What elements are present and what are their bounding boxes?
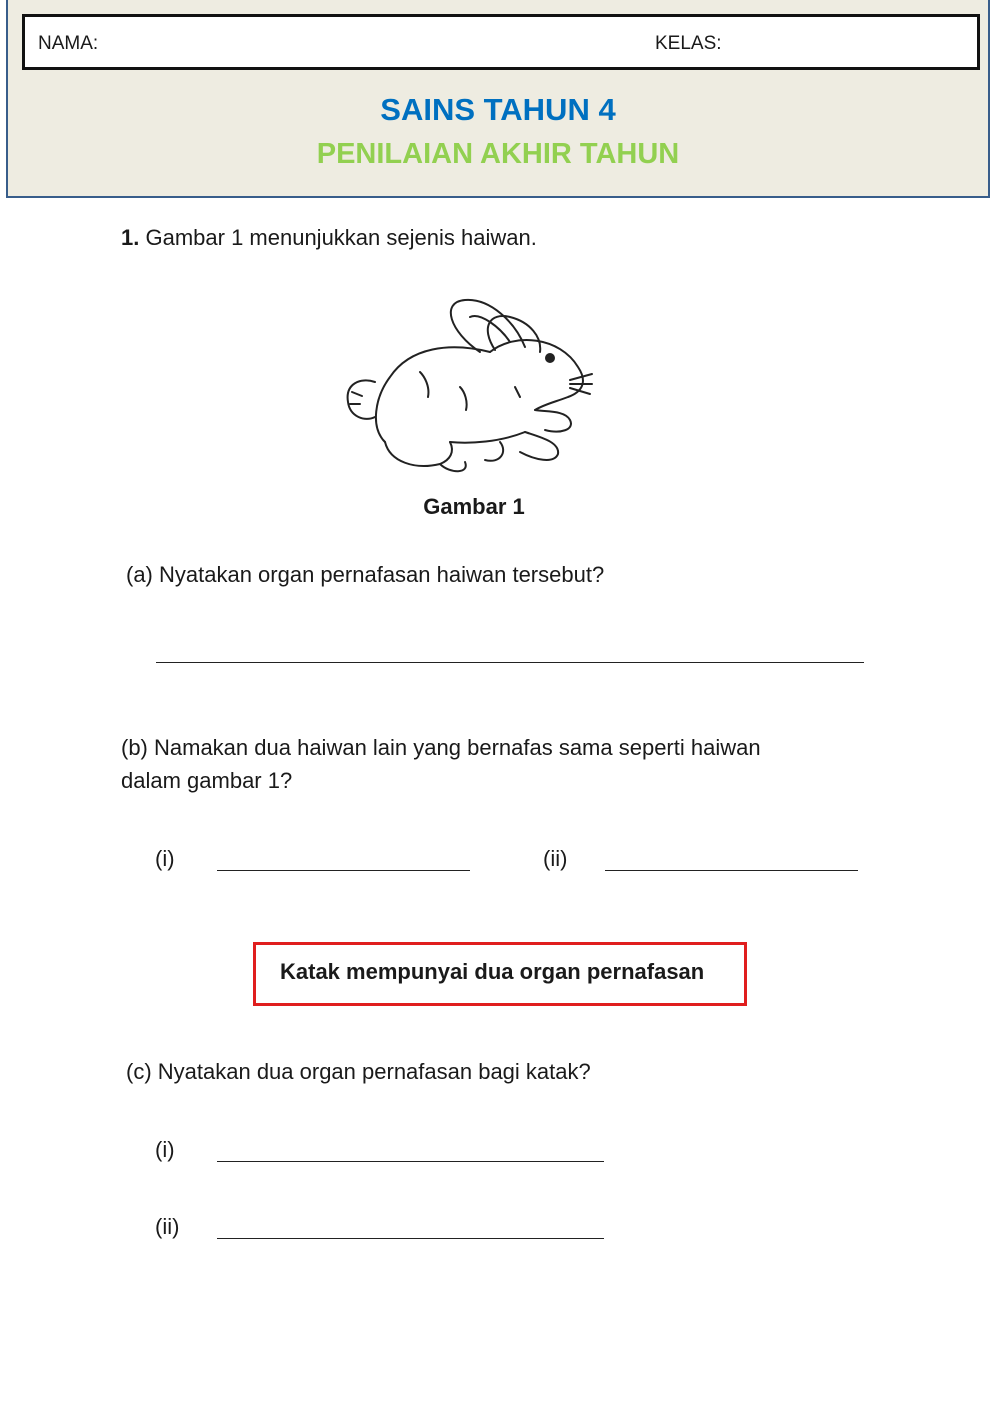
question-part-c: (c) Nyatakan dua organ pernafasan bagi katak? <box>126 1059 591 1084</box>
part-b-i-label: (i) <box>155 846 175 871</box>
figure-caption: Gambar 1 <box>423 494 525 519</box>
answer-line-a[interactable] <box>156 662 864 663</box>
answer-line-c-i[interactable] <box>217 1161 604 1162</box>
answer-line-b-i[interactable] <box>217 870 470 871</box>
nama-label: NAMA: <box>38 33 99 54</box>
question-part-b-line1: (b) Namakan dua haiwan lain yang bernafas sama seperti haiwan <box>121 735 761 760</box>
student-info-box <box>22 14 980 70</box>
worksheet-title: SAINS TAHUN 4 <box>380 92 616 127</box>
question-stem-text: Gambar 1 menunjukkan sejenis haiwan. <box>145 225 537 250</box>
part-c-i-label: (i) <box>155 1137 175 1162</box>
answer-line-c-ii[interactable] <box>217 1238 604 1239</box>
worksheet-subtitle: PENILAIAN AKHIR TAHUN <box>316 138 680 170</box>
question-1-stem <box>121 225 537 251</box>
answer-line-b-ii[interactable] <box>605 870 858 871</box>
rabbit-icon <box>330 292 600 482</box>
worksheet-header <box>6 0 990 198</box>
question-part-a: (a) Nyatakan organ pernafasan haiwan tersebut? <box>126 562 605 587</box>
question-part-b-line2: dalam gambar 1? <box>121 768 293 793</box>
part-c-ii-label: (ii) <box>155 1214 180 1239</box>
question-number: 1. <box>121 225 140 250</box>
info-note-box: Katak mempunyai dua organ pernafasan <box>253 942 747 1006</box>
part-b-ii-label: (ii) <box>543 846 568 871</box>
kelas-label: KELAS: <box>655 33 722 54</box>
